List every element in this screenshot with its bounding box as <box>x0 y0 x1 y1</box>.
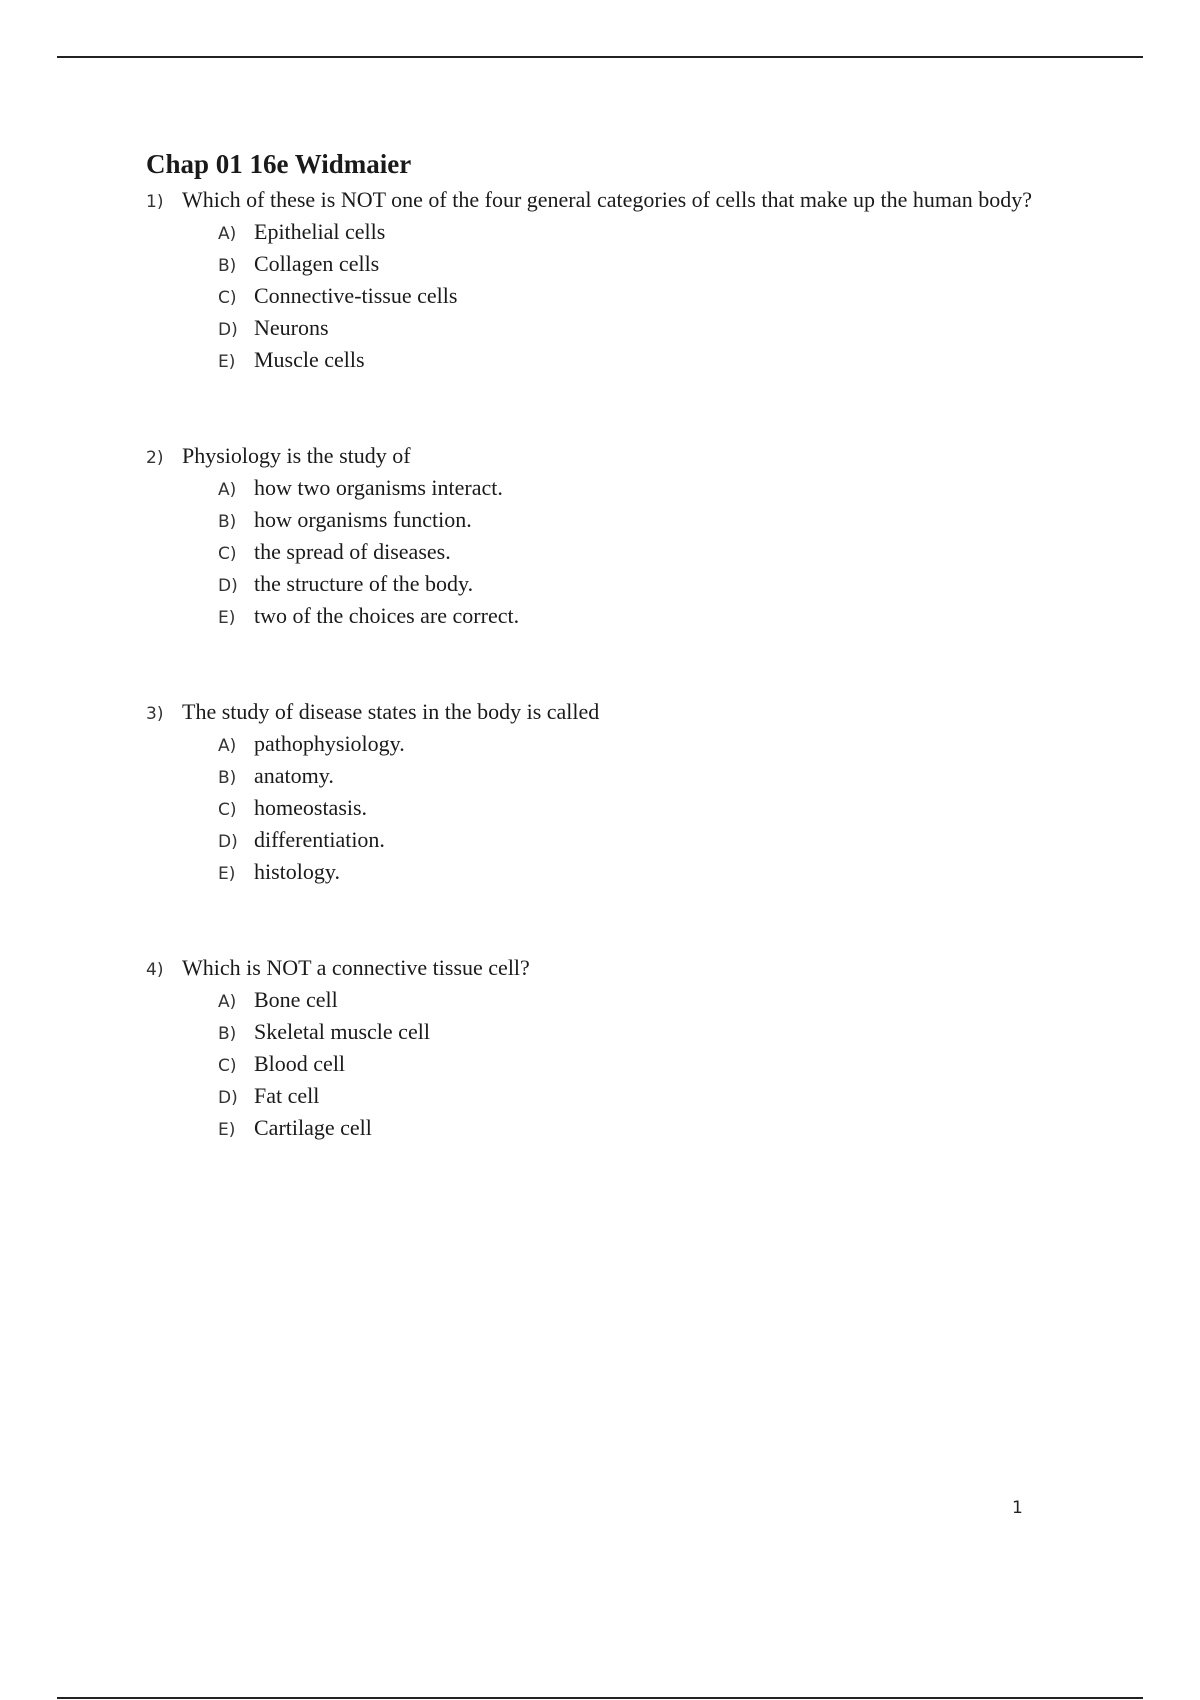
answer-option-b <box>218 1016 1066 1048</box>
question-number: 4) <box>146 960 164 980</box>
option-letter: D) <box>218 576 238 596</box>
question-1 <box>146 184 1066 376</box>
option-text: homeostasis. <box>254 795 368 820</box>
option-text: how organisms function. <box>254 507 472 532</box>
option-letter: E) <box>218 608 236 628</box>
answer-option-d <box>218 824 1066 856</box>
question-row <box>146 440 1066 472</box>
answer-options <box>146 728 1066 888</box>
answer-option-a <box>218 216 1066 248</box>
option-text: two of the choices are correct. <box>254 603 520 628</box>
question-text: Which of these is NOT one of the four general categories of cells that make up the human body? <box>182 187 1032 212</box>
option-text: how two organisms interact. <box>254 475 503 500</box>
answer-option-d <box>218 312 1066 344</box>
option-text: Bone cell <box>254 987 338 1012</box>
option-text: histology. <box>254 859 340 884</box>
answer-option-e <box>218 344 1066 376</box>
option-text: differentiation. <box>254 827 385 852</box>
answer-options <box>146 984 1066 1144</box>
option-letter: A) <box>218 992 237 1012</box>
option-text: Blood cell <box>254 1051 346 1076</box>
answer-option-c <box>218 1048 1066 1080</box>
answer-option-c <box>218 536 1066 568</box>
page-number: 1 <box>1012 1498 1023 1518</box>
answer-options <box>146 216 1066 376</box>
question-row <box>146 952 1066 984</box>
header-rule <box>57 56 1143 58</box>
option-text: the spread of diseases. <box>254 539 451 564</box>
answer-option-d <box>218 568 1066 600</box>
option-letter: C) <box>218 800 237 820</box>
answer-options <box>146 472 1066 632</box>
option-letter: B) <box>218 256 237 276</box>
question-spacer <box>146 888 1066 952</box>
option-text: anatomy. <box>254 763 334 788</box>
question-4 <box>146 952 1066 1144</box>
answer-option-e <box>218 600 1066 632</box>
answer-option-b <box>218 760 1066 792</box>
question-row <box>146 184 1066 216</box>
answer-option-a <box>218 728 1066 760</box>
option-text: Skeletal muscle cell <box>254 1019 430 1044</box>
question-spacer <box>146 632 1066 696</box>
option-letter: B) <box>218 768 237 788</box>
option-letter: E) <box>218 864 236 884</box>
question-spacer <box>146 376 1066 440</box>
question-number: 1) <box>146 192 164 212</box>
option-letter: C) <box>218 544 237 564</box>
answer-option-e <box>218 856 1066 888</box>
answer-option-c <box>218 792 1066 824</box>
question-text: Physiology is the study of <box>182 443 411 468</box>
option-text: pathophysiology. <box>254 731 405 756</box>
option-text: Neurons <box>254 315 329 340</box>
answer-option-d <box>218 1080 1066 1112</box>
option-text: Fat cell <box>254 1083 320 1108</box>
question-number: 3) <box>146 704 164 724</box>
option-text: Cartilage cell <box>254 1115 372 1140</box>
option-text: Collagen cells <box>254 251 380 276</box>
option-letter: B) <box>218 1024 237 1044</box>
answer-option-e <box>218 1112 1066 1144</box>
question-number: 2) <box>146 448 164 468</box>
option-letter: D) <box>218 320 238 340</box>
question-3 <box>146 696 1066 888</box>
option-letter: A) <box>218 224 237 244</box>
option-letter: C) <box>218 288 237 308</box>
option-letter: E) <box>218 1120 236 1140</box>
answer-option-a <box>218 984 1066 1016</box>
question-text: Which is NOT a connective tissue cell? <box>182 955 530 980</box>
question-2 <box>146 440 1066 632</box>
option-text: the structure of the body. <box>254 571 474 596</box>
footer-rule <box>57 1697 1143 1699</box>
document-title: Chap 01 16e Widmaier <box>146 149 412 179</box>
answer-option-a <box>218 472 1066 504</box>
page-content <box>146 146 1066 1144</box>
option-letter: C) <box>218 1056 237 1076</box>
option-letter: E) <box>218 352 236 372</box>
question-row <box>146 696 1066 728</box>
option-letter: A) <box>218 480 237 500</box>
answer-option-b <box>218 504 1066 536</box>
question-text: The study of disease states in the body is called <box>182 699 600 724</box>
answer-option-b <box>218 248 1066 280</box>
option-text: Muscle cells <box>254 347 365 372</box>
option-letter: A) <box>218 736 237 756</box>
option-text: Connective-tissue cells <box>254 283 458 308</box>
option-text: Epithelial cells <box>254 219 386 244</box>
option-letter: B) <box>218 512 237 532</box>
option-letter: D) <box>218 1088 238 1108</box>
option-letter: D) <box>218 832 238 852</box>
answer-option-c <box>218 280 1066 312</box>
